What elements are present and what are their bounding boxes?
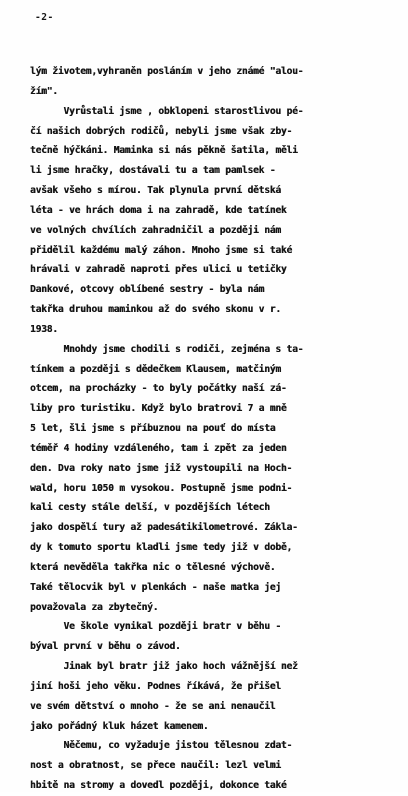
text-line: li jsme hračky, dostávali tu a tam pamlsek - bbox=[30, 165, 276, 177]
text-line: den. Dva roky nato jsme již vystoupili na Hoch- bbox=[30, 462, 293, 474]
text-line: ve svém dětství o mnoho - že se ani nenaučil bbox=[30, 700, 276, 712]
text-line: která nevěděla takřka nic o tělesné výchově. bbox=[30, 561, 276, 573]
text-line: léta - ve hrách doma i na zahradě, kde tatínek bbox=[30, 204, 287, 216]
text-line: 5 let, šli jsme s příbuznou na pouť do místa bbox=[30, 423, 276, 434]
text-line: tečně hýčkáni. Maminka si nás pěkně šatila, měli bbox=[30, 145, 298, 157]
text-line: nost a obratnost, se přece naučil: lezl velmi bbox=[30, 760, 281, 772]
text-line: čí našich dobrých rodičů, nebyli jsme však zby- bbox=[30, 125, 293, 137]
text-line: téměř 4 hodiny vzdáleného, tam i zpět za jeden bbox=[30, 442, 287, 454]
text-line: ve volných chvílích zahradničil a později nám bbox=[30, 224, 281, 236]
text-line: jako pořádný kluk házet kamenem. bbox=[30, 720, 209, 732]
text-line: jiní hoši jeho věku. Podnes říkává, že přišel bbox=[30, 680, 281, 692]
text-line: žím". bbox=[30, 85, 58, 97]
text-line: tínkem a později s dědečkem Klausem, matčiným bbox=[30, 363, 281, 375]
text-line: wald, horu 1050 m vysokou. Postupně jsme podni- bbox=[30, 482, 293, 494]
text-line: Něčemu, co vyžaduje jistou tělesnou zdat- bbox=[30, 740, 293, 752]
text-line: býval první v běhu o závod. bbox=[30, 641, 181, 653]
text-line: liby pro turistiku. Když bylo bratrovi 7 a mně bbox=[30, 403, 287, 415]
text-line: dy k tomuto sportu kladli jsme tedy již v době, bbox=[30, 542, 293, 553]
text-line: lým životem,vyhraněn posláním v jeho známé "alou- bbox=[30, 66, 304, 77]
text-line: otcem, na procházky - to byly počátky naší zá- bbox=[30, 383, 287, 395]
text-line: avšak všeho s mírou. Tak plynula první dětská bbox=[30, 185, 281, 196]
text-line: Ve škole vynikal později bratr v běhu - bbox=[30, 621, 281, 633]
text-line: Dankové, otcovy oblíbené sestry - byla nám bbox=[30, 284, 265, 296]
text-line: Také tělocvik byl v plenkách - naše matka jej bbox=[30, 581, 281, 593]
text-line: přidělil každému malý záhon. Mnoho jsme si také bbox=[30, 244, 293, 256]
text-line: Vyrůstali jsme , obklopeni starostlivou pé- bbox=[30, 105, 304, 117]
page-number: -2- bbox=[35, 12, 54, 23]
text-line: hbitě na stromy a dovedl později, dokonce také bbox=[30, 780, 287, 791]
text-line: jako dospělí tury až padesátikilometrové. Zákla- bbox=[30, 522, 298, 534]
text-line: hrávali v zahradě naproti přes ulici u tetičky bbox=[30, 264, 287, 276]
text-line: takřka druhou maminkou až do svého skonu v r. bbox=[30, 304, 281, 315]
text-line: Jinak byl bratr již jako hoch vážnější než bbox=[30, 661, 298, 672]
text-line: 1938. bbox=[30, 323, 58, 335]
text-line: považovala za zbytečný. bbox=[30, 601, 159, 613]
text-line: Mnohdy jsme chodili s rodiči, zejména s ta- bbox=[30, 343, 304, 355]
text-line: kali cesty stále delší, v pozdějších létech bbox=[30, 502, 270, 514]
